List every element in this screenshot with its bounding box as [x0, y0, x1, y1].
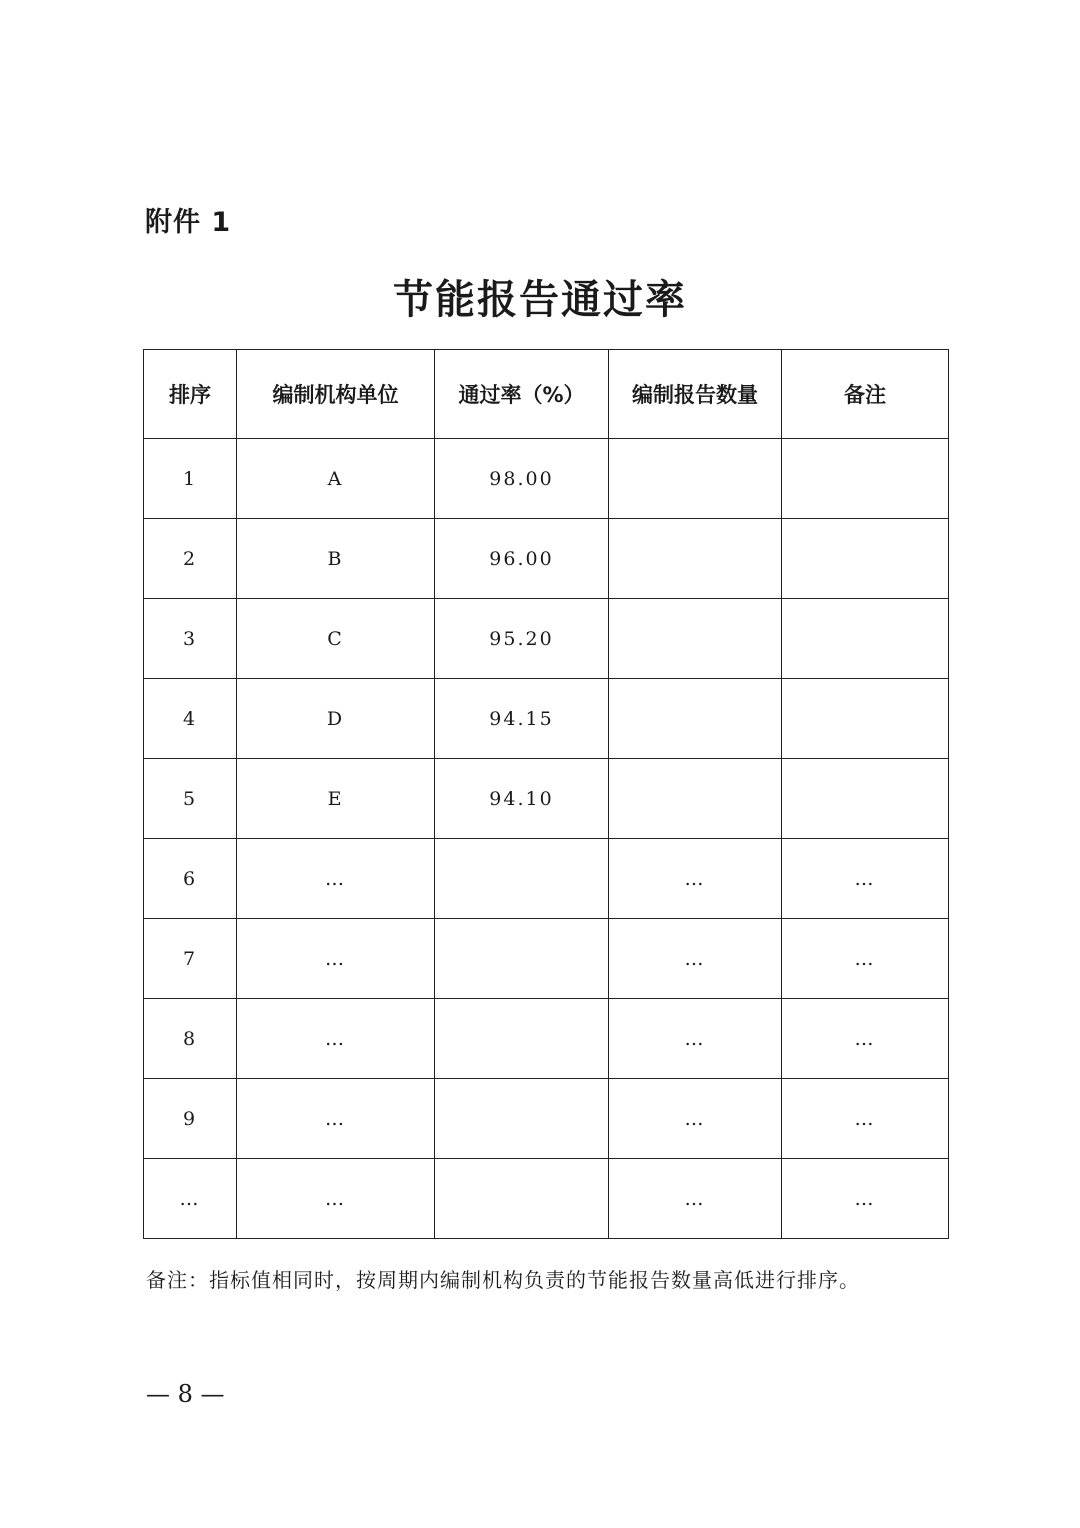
cell-report-count: [609, 599, 782, 679]
table-row: [144, 839, 949, 919]
cell-pass-rate: [435, 1159, 609, 1239]
table-row: [144, 1159, 949, 1239]
table-footnote: 备注：指标值相同时，按周期内编制机构负责的节能报告数量高低进行排序。: [146, 1268, 860, 1292]
cell-remarks: …: [782, 839, 949, 919]
cell-report-count: [609, 679, 782, 759]
cell-organization: …: [237, 999, 435, 1079]
table-row: [144, 599, 949, 679]
header-report-count: 编制报告数量: [609, 350, 782, 439]
pass-rate-table: [143, 349, 949, 1239]
cell-remarks: …: [782, 1159, 949, 1239]
cell-pass-rate: [435, 1079, 609, 1159]
cell-organization: …: [237, 1159, 435, 1239]
cell-pass-rate: [435, 919, 609, 999]
cell-report-count: [609, 759, 782, 839]
cell-rank: 2: [144, 519, 237, 599]
cell-rank: 1: [144, 439, 237, 519]
cell-pass-rate: [435, 839, 609, 919]
cell-pass-rate: 95.20: [435, 599, 609, 679]
cell-rank: 4: [144, 679, 237, 759]
cell-remarks: [782, 599, 949, 679]
cell-report-count: …: [609, 999, 782, 1079]
cell-remarks: [782, 519, 949, 599]
cell-organization: C: [237, 599, 435, 679]
cell-pass-rate: 96.00: [435, 519, 609, 599]
cell-rank: 6: [144, 839, 237, 919]
cell-rank: 5: [144, 759, 237, 839]
cell-remarks: [782, 679, 949, 759]
cell-report-count: …: [609, 919, 782, 999]
header-pass-rate: 通过率（%）: [435, 350, 609, 439]
cell-rank: 7: [144, 919, 237, 999]
cell-pass-rate: [435, 999, 609, 1079]
cell-organization: B: [237, 519, 435, 599]
cell-rank: …: [144, 1159, 237, 1239]
header-organization: 编制机构单位: [237, 350, 435, 439]
cell-organization: …: [237, 839, 435, 919]
table-row: [144, 759, 949, 839]
cell-pass-rate: 94.10: [435, 759, 609, 839]
cell-organization: …: [237, 919, 435, 999]
header-rank: 排序: [144, 350, 237, 439]
table-row: [144, 439, 949, 519]
attachment-label: 附件 1: [145, 207, 232, 238]
cell-report-count: [609, 439, 782, 519]
cell-organization: D: [237, 679, 435, 759]
cell-remarks: [782, 439, 949, 519]
table-row: [144, 519, 949, 599]
table-row: [144, 919, 949, 999]
table-row: [144, 1079, 949, 1159]
cell-organization: A: [237, 439, 435, 519]
table-row: [144, 679, 949, 759]
page-number: — 8 —: [146, 1380, 225, 1408]
cell-organization: E: [237, 759, 435, 839]
cell-remarks: …: [782, 999, 949, 1079]
cell-organization: …: [237, 1079, 435, 1159]
document-title: 节能报告通过率: [393, 276, 687, 323]
cell-remarks: …: [782, 1079, 949, 1159]
cell-remarks: …: [782, 919, 949, 999]
cell-report-count: [609, 519, 782, 599]
cell-rank: 8: [144, 999, 237, 1079]
table-row: [144, 999, 949, 1079]
table-header-row: [144, 350, 949, 439]
cell-remarks: [782, 759, 949, 839]
cell-report-count: …: [609, 839, 782, 919]
cell-rank: 3: [144, 599, 237, 679]
cell-pass-rate: 94.15: [435, 679, 609, 759]
cell-report-count: …: [609, 1159, 782, 1239]
header-remarks: 备注: [782, 350, 949, 439]
cell-report-count: …: [609, 1079, 782, 1159]
cell-rank: 9: [144, 1079, 237, 1159]
cell-pass-rate: 98.00: [435, 439, 609, 519]
